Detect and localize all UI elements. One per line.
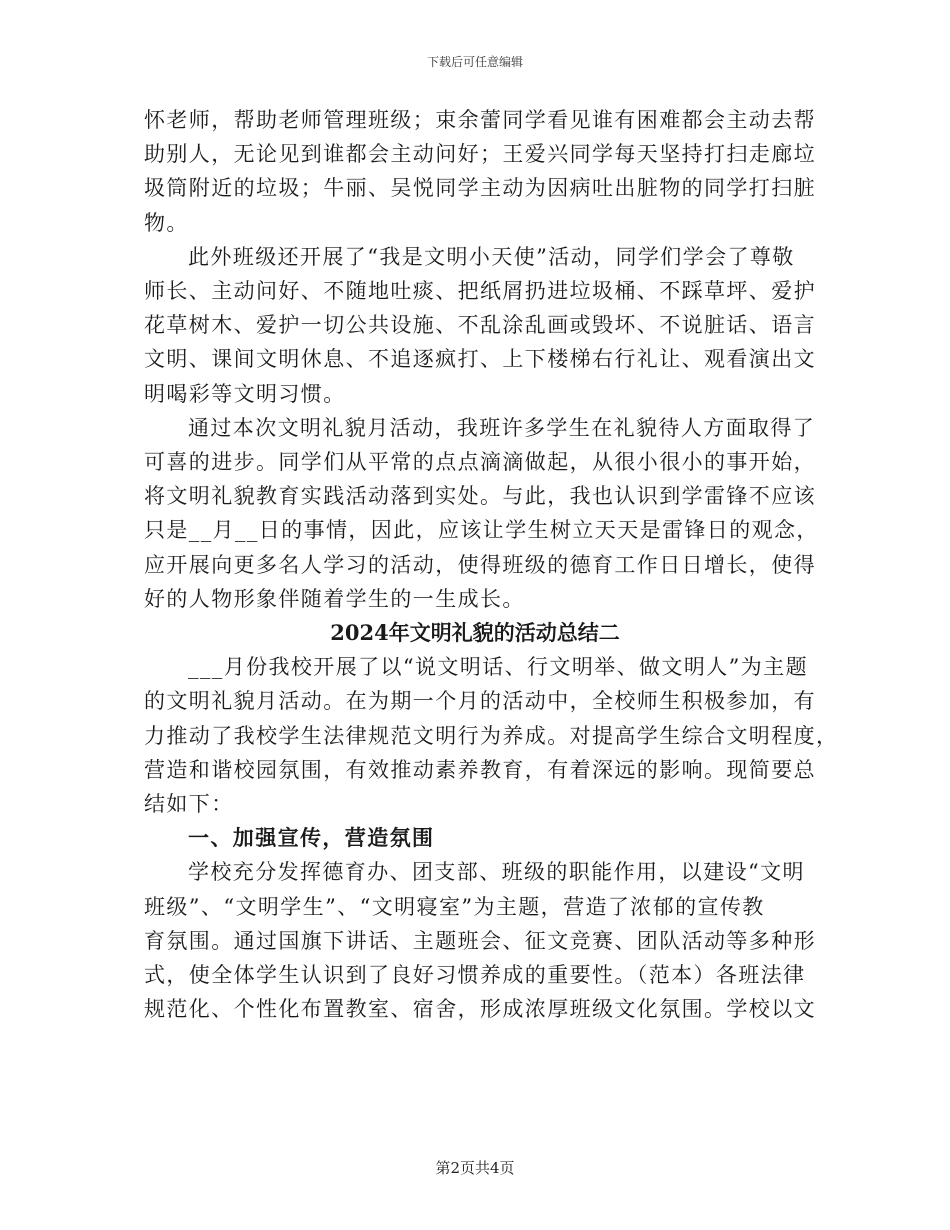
text-line: 班级”、“文明学生”、“文明寝室”为主题，营造了浓郁的宣传教 [144, 894, 765, 919]
paragraph-5 [144, 855, 816, 1026]
text-line: 物。 [144, 210, 189, 235]
text-line: 文明、课间文明休息、不追逐疯打、上下楼梯右行礼让、观看演出文 [144, 347, 816, 372]
text-line: 助别人，无论见到谁都会主动问好；王爱兴同学每天坚持打扫走廊垃 [144, 142, 816, 167]
text-line: 可喜的进步。同学们从平常的点点滴滴做起，从很小很小的事开始， [144, 450, 816, 475]
header-note: 下载后可任意编辑 [426, 55, 523, 69]
text-line: 将文明礼貌教育实践活动落到实处。与此，我也认识到学雷锋不应该 [144, 484, 816, 509]
text-line: 学校充分发挥德育办、团支部、班级的职能作用，以建设“文明 [188, 860, 805, 885]
text-line: 的文明礼貌月活动。在为期一个月的活动中，全校师生积极参加，有 [144, 689, 816, 714]
text-line: 应开展向更多名人学习的活动，使得班级的德育工作日日增长，使得 [144, 552, 816, 577]
page-number: 第2页共4页 [435, 1159, 515, 1177]
text-line: 师长、主动问好、不随地吐痰、把纸屑扔进垃圾桶、不踩草坪、爱护 [144, 279, 816, 304]
sub-heading: 一、加强宣传，营造氛围 [188, 825, 435, 851]
text-line: 此外班级还开展了“我是文明小天使”活动，同学们学会了尊敬 [188, 244, 795, 269]
text-line: 明喝彩等文明习惯。 [144, 381, 346, 406]
text-line: 怀老师，帮助老师管理班级；束余蕾同学看见谁有困难都会主动去帮 [144, 108, 816, 132]
section-title: 2024年文明礼貌的活动总结二 [330, 620, 620, 646]
text-line: 好的人物形象伴随着学生的一生成长。 [144, 586, 525, 611]
text-line: ___月份我校开展了以“说文明话、行文明举、做文明人”为主题 [188, 655, 808, 680]
paragraph-3 [144, 411, 819, 616]
text-line: 结如下： [144, 792, 234, 817]
text-line: 花草树木、爱护一切公共设施、不乱涂乱画或毁坏、不说脏话、语言 [144, 313, 816, 338]
text-line: 育氛围。通过国旗下讲话、主题班会、征文竞赛、团队活动等多种形 [144, 928, 816, 953]
text-line: 通过本次文明礼貌月活动，我班许多学生在礼貌待人方面取得了 [188, 415, 816, 440]
text-line: 规范化、个性化布置教室、宿舍，形成浓厚班级文化氛围。学校以文 [144, 997, 816, 1022]
text-line: 营造和谐校园氛围，有效推动素养教育，有着深远的影响。现简要总 [144, 757, 816, 782]
document-body [144, 103, 839, 1026]
paragraph-2 [144, 240, 816, 411]
text-line: 力推动了我校学生法律规范文明行为养成。对提高学生综合文明程度， [144, 723, 839, 748]
text-line: 只是__月__日的事情，因此，应该让学生树立天天是雷锋日的观念， [144, 518, 819, 543]
text-line: 式，使全体学生认识到了良好习惯养成的重要性。（范本）各班法律 [144, 963, 806, 988]
paragraph-4 [144, 650, 839, 821]
text-line: 圾筒附近的垃圾；牛丽、吴悦同学主动为因病吐出脏物的同学打扫脏 [144, 176, 816, 201]
paragraph-1 [144, 103, 816, 240]
